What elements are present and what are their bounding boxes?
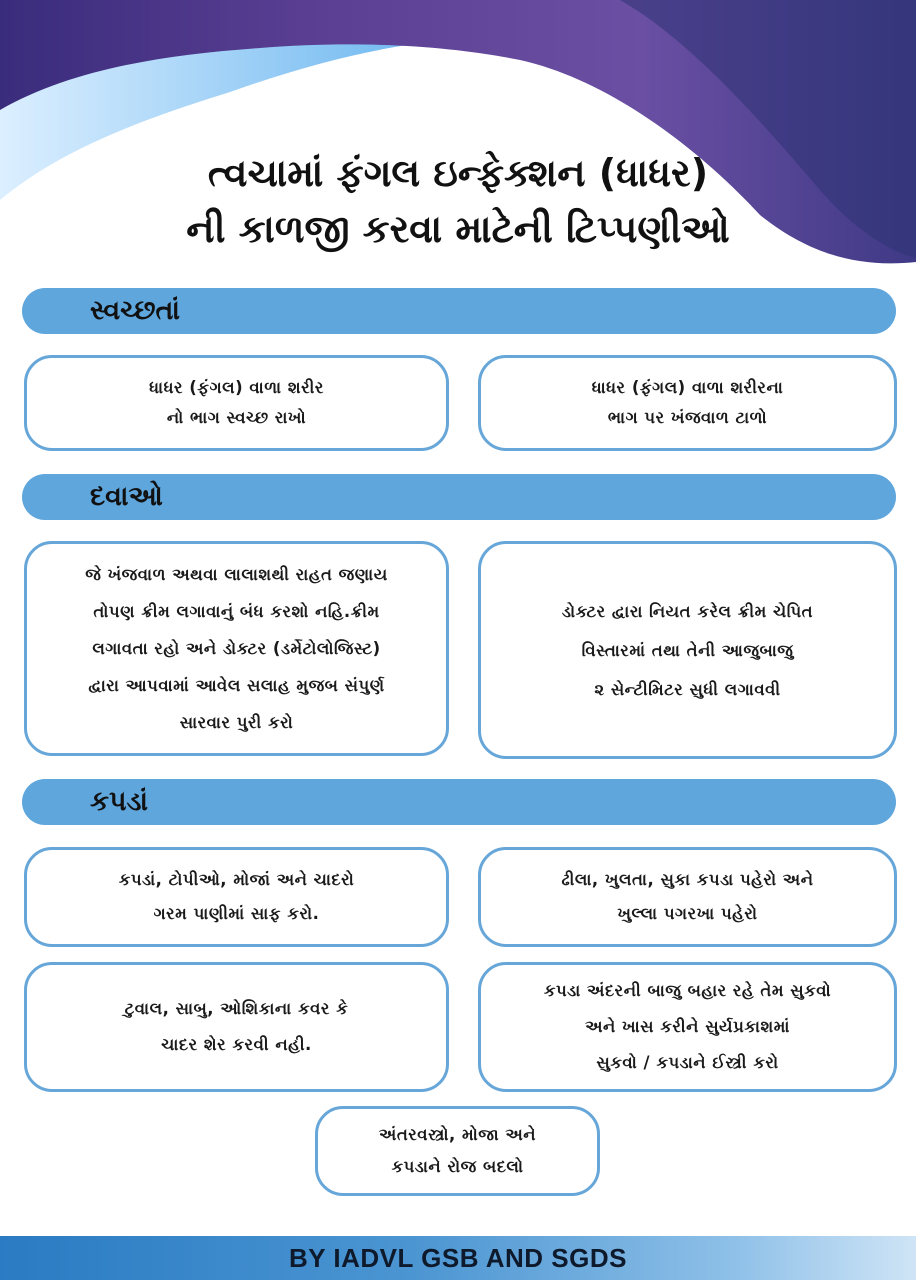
tip-text: અંતરવસ્ત્રો, મોજા અને કપડાને રોજ બદલો <box>378 1125 537 1176</box>
page-title-line-2: ની કાળજી કરવા માટેની ટિપ્પણીઓ <box>186 207 730 251</box>
section-label-clothes: કપડાં <box>90 786 149 817</box>
footer-bar <box>0 1236 916 1280</box>
section-header-clothes <box>22 779 896 825</box>
tip-text: કપડા અંદરની બાજુ બહાર રહે તેમ સુકવો અને ખાસ કરીને સુર્યપ્રકાશમાં સુકવો / કપડાને ઈસ્ત્રી કરો <box>543 981 832 1072</box>
tip-text: ધાધર (ફંગલ) વાળા શરીરના ભાગ પર ખંજવાળ ટાળો <box>591 378 784 427</box>
section-header-hygiene <box>22 288 896 334</box>
tip-text: કપડાં, ટોપીઓ, મોજાં અને ચાદરો ગરમ પાણીમાં સાફ કરો. <box>118 870 355 923</box>
tip-card <box>478 847 897 947</box>
section-header-medicines <box>22 474 896 520</box>
tip-card <box>478 355 897 451</box>
footer-credit: BY IADVL GSB AND SGDS <box>289 1243 627 1273</box>
tip-card <box>24 355 449 451</box>
tip-text: ડોક્ટર દ્વારા નિયત કરેલ ક્રીમ ચેપિત વિસ્તારમાં તથા તેની આજુબાજુ ૨ સેન્ટીમિટર સુધી લગાવવી <box>561 601 814 699</box>
section-label-medicines: દવાઓ <box>90 481 163 512</box>
tip-card <box>24 962 449 1092</box>
tip-text: ટુવાલ, સાબુ, ઓશિકાના કવર કે ચાદર શેર કરવી નહી. <box>124 999 349 1054</box>
tip-text: ધાધર (ફંગલ) વાળા શરીર નો ભાગ સ્વચ્છ રાખો <box>149 378 324 427</box>
tip-card <box>24 847 449 947</box>
page-title-line-1: ત્વચામાં ફંગલ ઇન્ફેક્શન (ધાધર) <box>207 151 709 195</box>
tip-card <box>24 541 449 756</box>
tip-text: જે ખંજવાળ અથવા લાલાશથી રાહત જણાય તોપણ ક્રીમ લગાવાનું બંધ કરશો નહિ.ક્રીમ લગાવતા રહો અને ડોક્ટર (ડર્મેટોલોજિસ્ટ) દ્વારા આપવામાં આવેલ સલાહ મુજબ સંપુર્ણ સારવાર પુરી કરો <box>85 565 388 732</box>
tip-card <box>315 1106 600 1196</box>
section-label-hygiene: સ્વચ્છતાં <box>90 295 181 326</box>
tip-card <box>478 962 897 1092</box>
tip-card <box>478 541 897 759</box>
tip-text: ઢીલા, ખુલતા, સુકા કપડા પહેરો અને ખુલ્લા પગરખા પહેરો <box>561 870 814 923</box>
